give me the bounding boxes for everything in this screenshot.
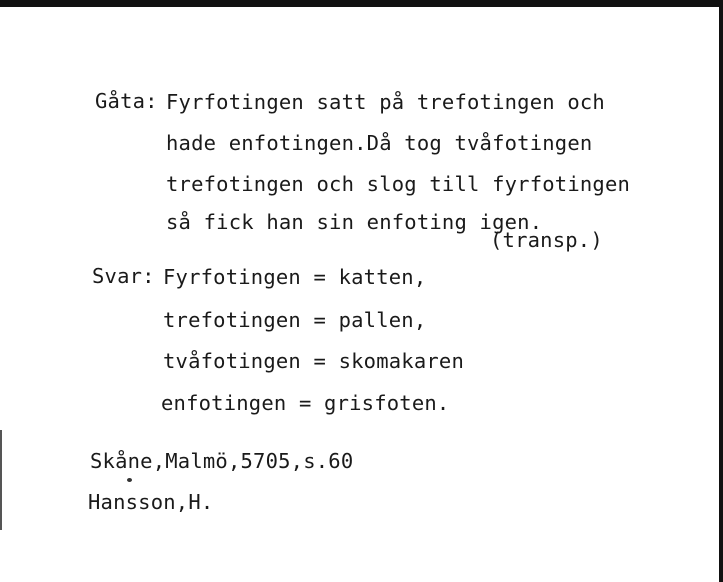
answer-line-1: Fyrfotingen = katten, xyxy=(163,265,427,289)
riddle-line-3: trefotingen och slog till fyrfotingen xyxy=(166,172,631,196)
card-left-edge-mark xyxy=(0,430,2,530)
riddle-line-1: Fyrfotingen satt på trefotingen och xyxy=(166,90,605,114)
riddle-transcription-note: (transp.) xyxy=(490,228,603,252)
answer-line-4: enfotingen = grisfoten. xyxy=(161,391,450,415)
answer-line-3: tvåfotingen = skomakaren xyxy=(163,349,465,373)
answer-label: Svar: xyxy=(92,264,155,288)
card-right-border xyxy=(719,0,723,582)
riddle-label: Gåta: xyxy=(95,89,158,113)
riddle-line-4: så fick han sin enfoting igen. xyxy=(166,210,543,234)
card-top-border xyxy=(0,0,723,7)
source-collector: Hansson,H. xyxy=(88,490,214,514)
riddle-line-2: hade enfotingen.Då tog tvåfotingen xyxy=(166,131,593,155)
source-location: Skåne,Malmö,5705,s.60 xyxy=(90,449,354,473)
answer-line-2: trefotingen = pallen, xyxy=(163,308,427,332)
scan-speck xyxy=(127,478,132,482)
